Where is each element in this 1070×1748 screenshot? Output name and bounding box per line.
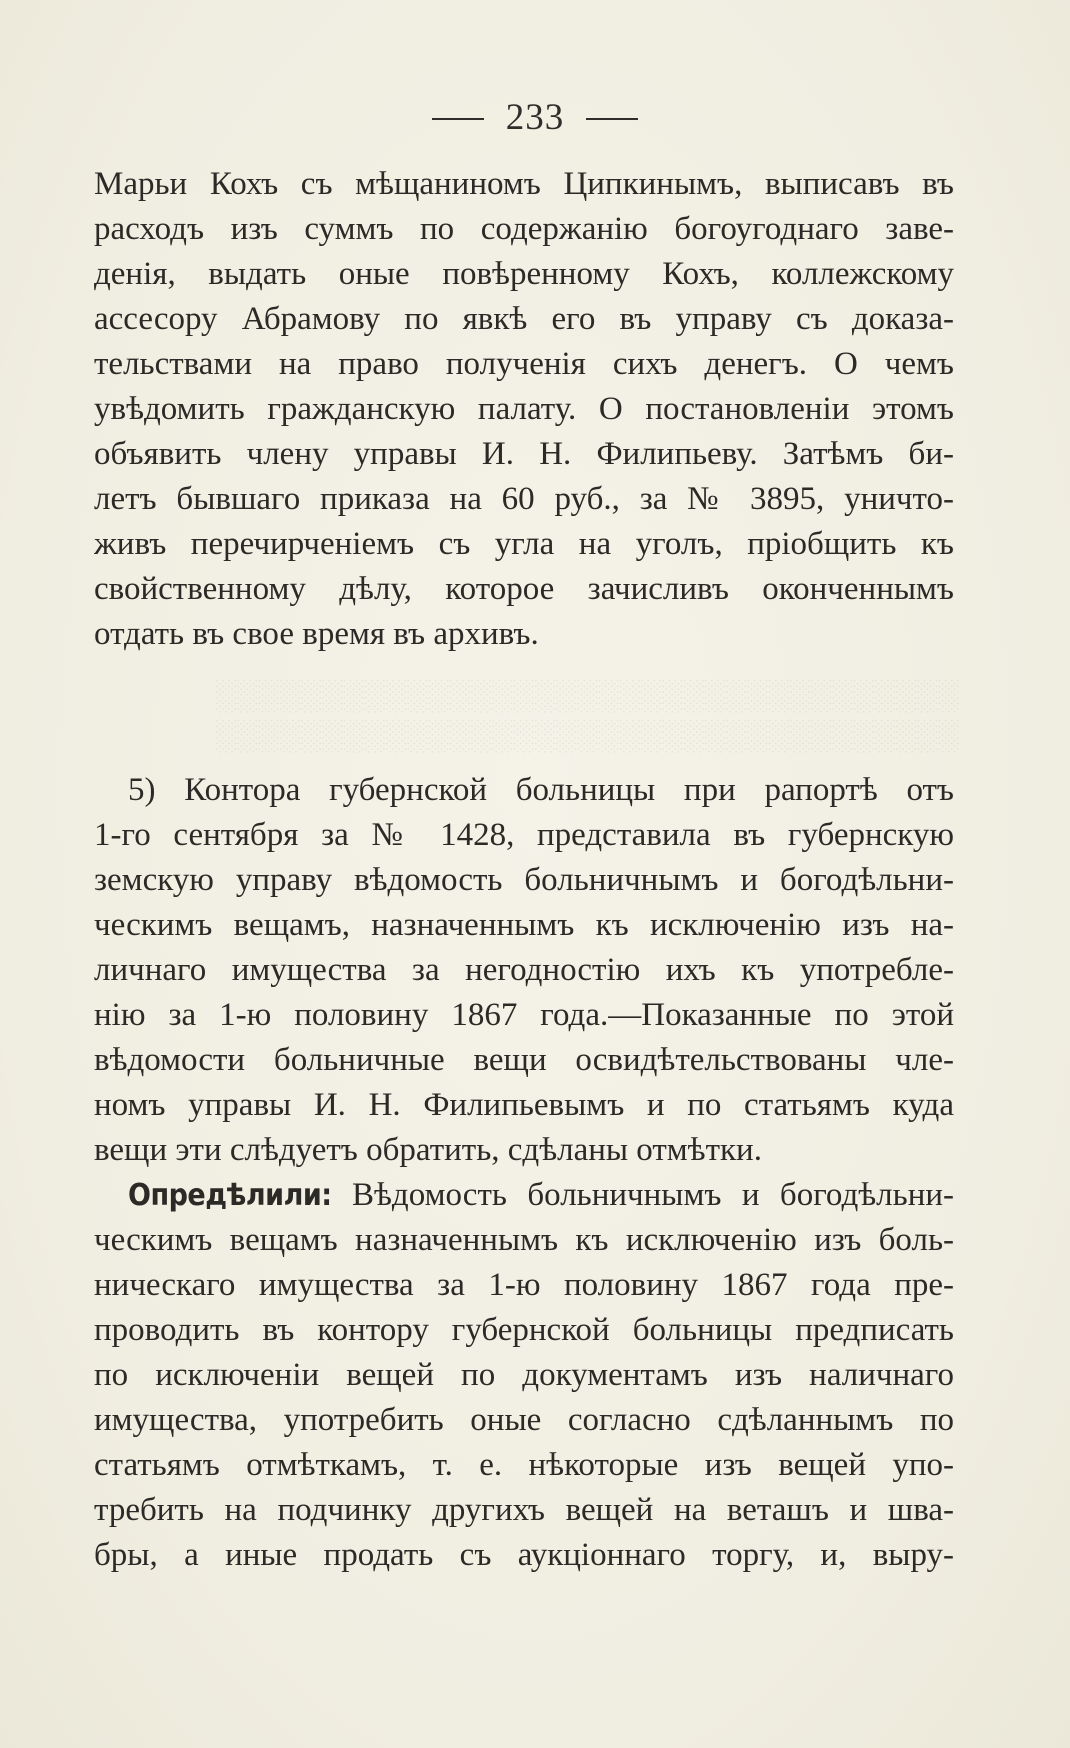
text-line: ническаго имущества за 1-ю половину 1867 года пре- (94, 1267, 954, 1303)
bleed-through-shadow: ░░░░░░░░░░░░░░░░░░░░░░░░░░░░░░░░░░░ (216, 679, 960, 712)
text-line: требить на подчинку другихъ вещей на веташъ и шва- (94, 1492, 954, 1528)
text-line: ческимъ вещамъ назначеннымъ къ исключенію изъ боль- (94, 1222, 954, 1258)
text-line: отдать въ свое время въ архивъ. (94, 616, 539, 652)
text-line: увѣдомить гражданскую палату. О постановленіи этомъ (94, 391, 954, 427)
page-number-dash-right (586, 118, 638, 120)
text-line: по исключеніи вещей по документамъ изъ наличнаго (94, 1357, 954, 1393)
text-line: ассесору Абрамову по явкѣ его въ управу съ доказа- (94, 301, 954, 337)
text-line: 5) Контора губернской больницы при рапортѣ отъ (128, 772, 954, 808)
bleed-through-shadow: ░░░░░░░░░░░░░░░░░░░░░░░░░░░░░░░░░░░ (216, 719, 960, 752)
text-line: Марьи Кохъ съ мѣщаниномъ Ципкинымъ, выписавъ въ (94, 166, 954, 202)
text-line: ческимъ вещамъ, назначеннымъ къ исключенію изъ на- (94, 907, 954, 943)
text-line: номъ управы И. Н. Филипьевымъ и по статьямъ куда (94, 1087, 954, 1123)
text-line: расходъ изъ суммъ по содержанію богоугоднаго заве- (94, 211, 954, 247)
text-line: тельствами на право полученія сихъ денегъ. О чемъ (94, 346, 954, 382)
text-line: статьямъ отмѣткамъ, т. е. нѣкоторые изъ вещей упо- (94, 1447, 954, 1483)
page-number (0, 96, 1070, 139)
text-line: земскую управу вѣдомость больничнымъ и богодѣльни- (94, 862, 954, 898)
text-line: личнаго имущества за негодностію ихъ къ употребле- (94, 952, 954, 988)
text-line: 1-го сентября за № 1428, представила въ губернскую (94, 817, 954, 853)
text-line: проводить въ контору губернской больницы предписать (94, 1312, 954, 1348)
text-line: бры, а иные продать съ аукціоннаго торгу, и, выру- (94, 1537, 954, 1573)
text-line: свойственному дѣлу, которое зачисливъ оконченнымъ (94, 571, 954, 607)
text-line: имущества, употребить оные согласно сдѣланнымъ по (94, 1402, 954, 1438)
text-line: денія, выдать оные повѣренному Кохъ, коллежскому (94, 256, 954, 292)
resolution-label: Опредѣлили: (128, 1178, 332, 1213)
page-number-value: 233 (505, 97, 565, 138)
page-number-dash-left (432, 118, 484, 120)
resolution-first-text: Вѣдомость больничнымъ и богодѣльни- (352, 1177, 954, 1213)
text-line: объявить члену управы И. Н. Филипьеву. Затѣмъ би- (94, 436, 954, 472)
text-line: живъ перечирченіемъ съ угла на уголъ, пріобщить къ (94, 526, 954, 562)
text-line: нію за 1-ю половину 1867 года.—Показанные по этой (94, 997, 954, 1033)
text-line: вѣдомости больничные вещи освидѣтельствованы чле- (94, 1042, 954, 1078)
text-line: вещи эти слѣдуетъ обратить, сдѣланы отмѣтки. (94, 1132, 762, 1168)
resolution-first-line (128, 1173, 954, 1217)
text-line: летъ бывшаго приказа на 60 руб., за № 3895, уничто- (94, 481, 954, 517)
